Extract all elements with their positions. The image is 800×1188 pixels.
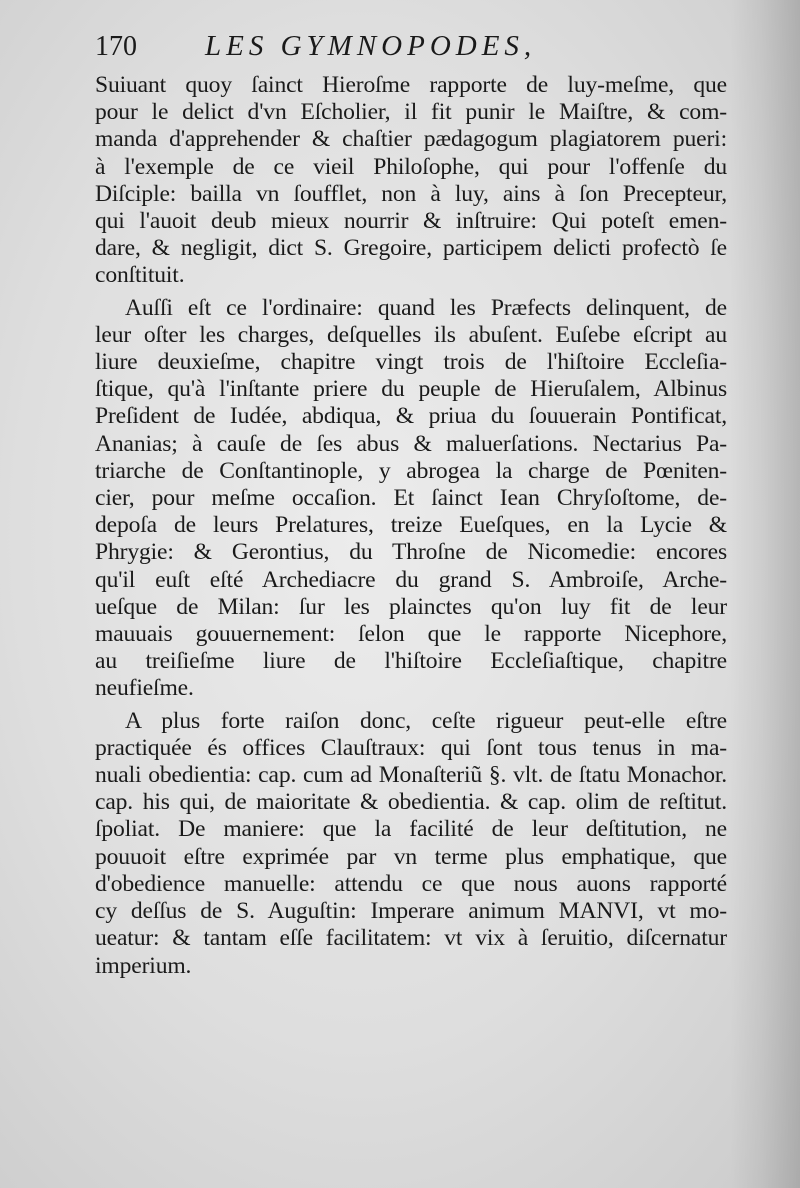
page-gutter-shadow bbox=[730, 0, 800, 1188]
text-line: au treiſieſme liure de l'hiſtoire Eccleſiaſtique, chapitre bbox=[95, 648, 727, 675]
text-line: manda d'apprehender & chaſtier pædagogum plagiatorem pueri: bbox=[95, 126, 727, 153]
text-line: depoſa de leurs Prelatures, treize Eueſques, en la Lycie & bbox=[95, 512, 727, 539]
paragraph-3 bbox=[95, 708, 727, 980]
text-line: Suiuant quoy ſainct Hieroſme rapporte de luy-meſme, que bbox=[95, 72, 727, 98]
text-line: neufieſme. bbox=[95, 675, 194, 702]
running-title: LES GYMNOPODES, bbox=[205, 30, 537, 62]
text-line: d'obedience manuelle: attendu ce que nous auons rapporté bbox=[95, 870, 727, 897]
text-block bbox=[95, 30, 727, 980]
text-line: Phrygie: & Gerontius, du Throſne de Nicomedie: encores bbox=[95, 539, 727, 566]
text-line: leur oſter les charges, deſquelles ils abuſent. Euſebe eſcript au bbox=[95, 321, 727, 348]
text-line: Preſident de Iudée, abdiqua, & priua du ſouuerain Pontificat, bbox=[95, 403, 727, 430]
text-line: ueſque de Milan: ſur les plainctes qu'on luy fit de leur bbox=[95, 593, 727, 620]
text-line: mauuais gouuernement: ſelon que le rapporte Nicephore, bbox=[95, 621, 727, 648]
page-header bbox=[95, 30, 727, 72]
paragraph-1 bbox=[95, 72, 727, 290]
text-line: cap. his qui, de maioritate & obedientia. & cap. olim de reſtitut. bbox=[95, 789, 727, 816]
text-line: conſtituit. bbox=[95, 262, 185, 289]
text-line: Ananias; à cauſe de ſes abus & maluerſations. Nectarius Pa- bbox=[95, 430, 727, 457]
text-line: Diſciple: bailla vn ſoufflet, non à luy, ains à ſon Precepteur, bbox=[95, 180, 727, 207]
paragraph-2 bbox=[95, 295, 727, 703]
page-number: 170 bbox=[95, 31, 137, 62]
text-line: liure deuxieſme, chapitre vingt trois de l'hiſtoire Eccleſia- bbox=[95, 349, 727, 376]
text-line: Auſſi eſt ce l'ordinaire: quand les Præfects delinquent, de bbox=[125, 294, 727, 321]
text-line: qui l'auoit deub mieux nourrir & inſtruire: Qui poteſt emen- bbox=[95, 208, 727, 235]
text-line: imperium. bbox=[95, 952, 192, 979]
text-line: A plus forte raiſon donc, ceſte rigueur peut-elle eſtre bbox=[125, 707, 727, 734]
text-line: nuali obedientia: cap. cum ad Monaſteriũ §. vlt. de ſtatu Monachor. bbox=[95, 762, 727, 789]
text-line: à l'exemple de ce vieil Philoſophe, qui pour l'offenſe du bbox=[95, 153, 727, 180]
text-line: cier, pour meſme occaſion. Et ſainct Iean Chryſoſtome, de- bbox=[95, 485, 727, 512]
text-line: triarche de Conſtantinople, y abrogea la charge de Pœniten- bbox=[95, 457, 727, 484]
text-line: cy deſſus de S. Auguſtin: Imperare animum MANVI, vt mo- bbox=[95, 898, 727, 925]
text-line: pouuoit eſtre exprimée par vn terme plus emphatique, que bbox=[95, 843, 727, 870]
text-line: ſpoliat. De maniere: que la facilité de leur deſtitution, ne bbox=[95, 816, 727, 843]
text-line: practiquée és offices Clauſtraux: qui ſont tous tenus in ma- bbox=[95, 734, 727, 761]
text-line: qu'il euſt eſté Archediacre du grand S. Ambroiſe, Arche- bbox=[95, 566, 727, 593]
text-line: ſtique, qu'à l'inſtante priere du peuple de Hieruſalem, Albinus bbox=[95, 376, 727, 403]
text-line: dare, & negligit, dict S. Gregoire, participem delicti profectò ſe bbox=[95, 235, 727, 262]
text-line: pour le delict d'vn Eſcholier, il fit punir le Maiſtre, & com- bbox=[95, 99, 727, 126]
text-line: ueatur: & tantam eſſe facilitatem: vt vix à ſeruitio, diſcernatur bbox=[95, 925, 727, 952]
